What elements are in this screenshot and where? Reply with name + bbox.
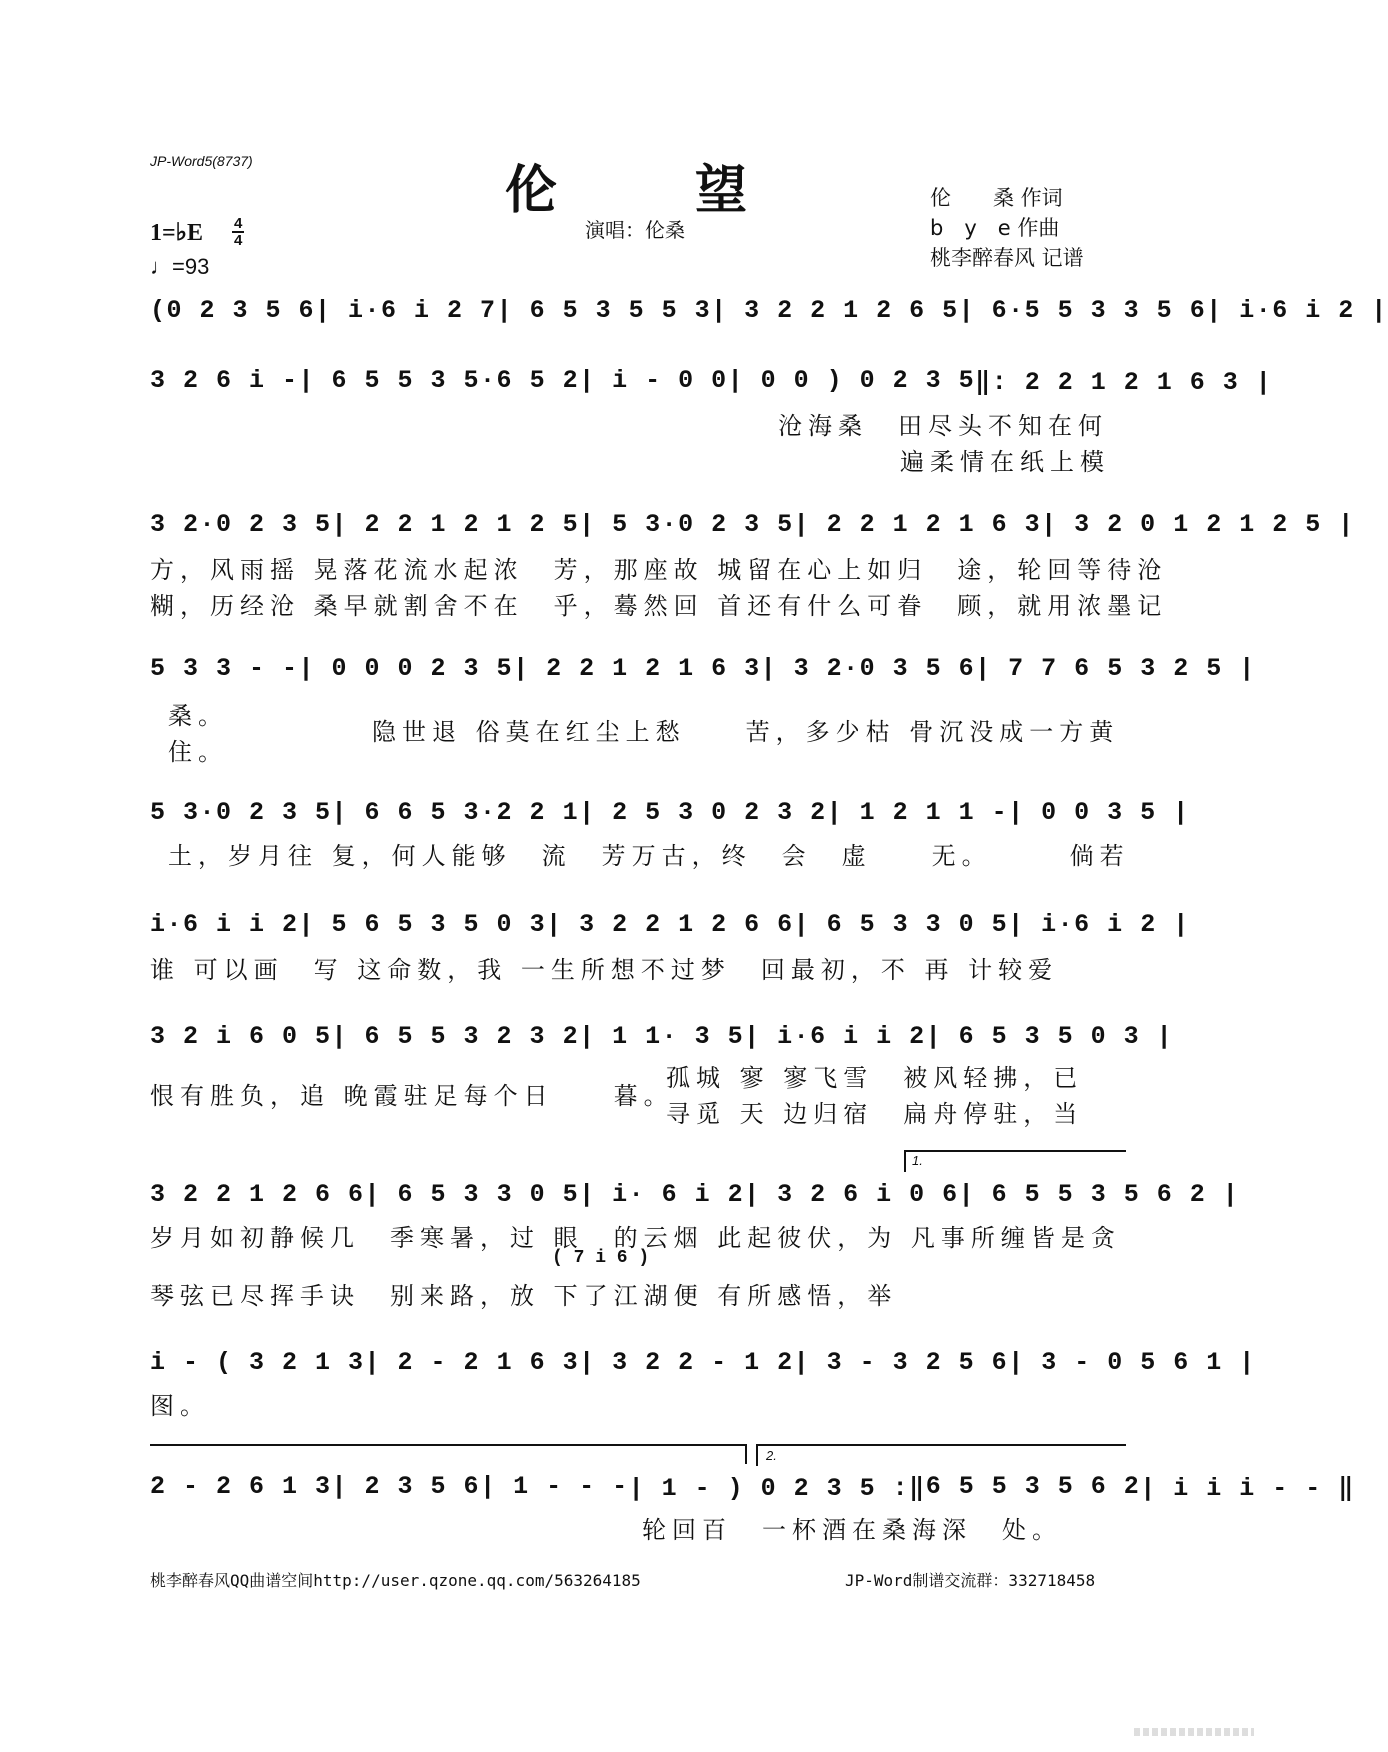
measure: | 6 5 3 3 0 5 bbox=[364, 1180, 580, 1209]
lyricist-credit: 伦 桑 作词 bbox=[930, 186, 1063, 210]
measure: | i·6 i 2 | bbox=[1008, 910, 1190, 939]
measure: 6 5 5 3 5 6 2 bbox=[925, 1472, 1141, 1501]
lyric-line: 图。 bbox=[150, 1392, 210, 1420]
time-signature-bottom: 4 bbox=[234, 232, 243, 249]
measure: | 1 - ) 0 2 3 5 :‖ bbox=[628, 1474, 926, 1503]
measure: | i·6 i i 2 bbox=[744, 1022, 926, 1051]
measure: | 3 2 2 1 2 6 6 bbox=[546, 910, 794, 939]
volta-bracket-1-end bbox=[745, 1444, 747, 1464]
measure: 3 2 i 6 0 5 bbox=[150, 1022, 332, 1051]
measure: | i·6 i 2 7 bbox=[315, 296, 497, 325]
lyric-verse-1: 岁月如初静候几 季寒暑，过 眼 的云烟 此起彼伏，为 凡事所缠皆是贪 bbox=[150, 1224, 1121, 1252]
measure: | i i i - - ‖ bbox=[1140, 1474, 1355, 1503]
measure: 5 3·0 2 3 5 bbox=[150, 798, 332, 827]
singer-credit: 演唱：伦桑 bbox=[585, 218, 685, 242]
measure: | 6 5 3 5 0 3 | bbox=[925, 1022, 1174, 1051]
score-system-10 bbox=[150, 1472, 1355, 1503]
lyric-line: 隐世退 俗莫在红尘上愁 苦，多少枯 骨沉没成一方黄 bbox=[372, 718, 1120, 746]
lyric-verse-2: 糊，历经沧 桑早就割舍不在 乎，蓦然回 首还有什么可眷 顾，就用浓墨记 bbox=[150, 592, 1168, 620]
measure: i - ( 3 2 1 3 bbox=[150, 1348, 365, 1377]
measure: | 3 2·0 3 5 6 bbox=[760, 654, 976, 683]
lyric-verse-1: 沧海桑 田尽头不知在何 bbox=[778, 412, 1108, 440]
score-system-6 bbox=[150, 910, 1190, 939]
lyric-verse-1: 方，风雨摇 晃落花流水起浓 芳，那座故 城留在心上如归 途，轮回等待沧 bbox=[150, 556, 1168, 584]
volta-bracket-1 bbox=[904, 1150, 1126, 1152]
volta-bracket-2 bbox=[756, 1444, 1126, 1446]
watermark-stamp bbox=[1134, 1728, 1254, 1736]
measure: | 3 - 0 5 6 1 | bbox=[1008, 1348, 1256, 1377]
measure: | 3 2 2 - 1 2 bbox=[579, 1348, 794, 1377]
measure: 3 2·0 2 3 5 bbox=[150, 510, 332, 539]
alternate-notes: ( 7 i 6 ) bbox=[552, 1248, 650, 1268]
measure: | 0 0 0 2 3 5 bbox=[298, 654, 514, 683]
measure: | 2 5 3 0 2 3 2 bbox=[579, 798, 827, 827]
lyric-verse-2: 住。 bbox=[168, 738, 228, 766]
measure: 2 - 2 6 1 3 bbox=[150, 1472, 332, 1501]
measure: | 1 2 1 1 - bbox=[826, 798, 1009, 827]
score-system-7 bbox=[150, 1022, 1174, 1051]
measure: | 0 0 3 5 | bbox=[1008, 798, 1190, 827]
source-tag: JP-Word5(8737) bbox=[150, 153, 253, 169]
measure: | 5 6 5 3 5 0 3 bbox=[298, 910, 547, 939]
score-system-5 bbox=[150, 798, 1190, 827]
measure: | 1 - - - bbox=[480, 1472, 629, 1501]
measure: | 2 3 5 6 bbox=[331, 1472, 481, 1501]
measure: | i·6 i 2 | bbox=[1206, 296, 1388, 325]
lyric-line: 土，岁月往 复，何人能够 流 芳万古，终 会 虚 无。 倘若 bbox=[168, 842, 1130, 870]
measure: | 1 1· 3 5 bbox=[579, 1022, 745, 1051]
measure: | 6 5 5 3 5·6 5 2 bbox=[298, 366, 580, 395]
score-system-9 bbox=[150, 1348, 1256, 1377]
measure: | 3 2 6 i 0 6 bbox=[744, 1180, 959, 1209]
measure: | 6 6 5 3·2 2 1 bbox=[331, 798, 580, 827]
lyric-verse-1: 孤城 寥 寥飞雪 被风轻拂，已 bbox=[666, 1064, 1084, 1092]
volta-bracket-2-hook bbox=[756, 1444, 758, 1466]
measure: | 2 2 1 2 1 6 3 bbox=[513, 654, 761, 683]
measure: | 2 2 1 2 1 2 5 bbox=[331, 510, 580, 539]
measure: | 2 2 1 2 1 6 3 bbox=[793, 510, 1042, 539]
measure: | 3 2 2 1 2 6 5 bbox=[711, 296, 959, 325]
footer-group-info: JP-Word制谱交流群：332718458 bbox=[845, 1571, 1096, 1590]
time-signature-top: 4 bbox=[234, 215, 243, 232]
lyric-line: 轮回百 一杯酒在桑海深 处。 bbox=[642, 1516, 1062, 1544]
measure: | 6 5 3 3 0 5 bbox=[793, 910, 1009, 939]
measure: | 5 3·0 2 3 5 bbox=[579, 510, 794, 539]
measure: 3 2 6 i - bbox=[150, 366, 299, 395]
measure: | 6 5 5 3 2 3 2 bbox=[331, 1022, 580, 1051]
footer-source-link[interactable]: 桃李醉春风QQ曲谱空间http://user.qzone.qq.com/563264185 bbox=[150, 1571, 641, 1590]
lyric-line: 恨有胜负，追 晚霞驻足每个日 暮。 bbox=[150, 1082, 674, 1110]
measure: 5 3 3 - - bbox=[150, 654, 299, 683]
volta-label-1: 1. bbox=[912, 1153, 923, 1168]
lyric-verse-2: 遍柔情在纸上模 bbox=[900, 448, 1110, 476]
score-system-4 bbox=[150, 654, 1256, 683]
measure: | 6 5 3 5 5 3 bbox=[496, 296, 712, 325]
score-system-3 bbox=[150, 510, 1355, 539]
lyric-verse-1: 桑。 bbox=[168, 702, 228, 730]
transcriber-credit: 桃李醉春风 记谱 bbox=[930, 246, 1084, 270]
volta-bracket-1-continuation bbox=[150, 1444, 746, 1446]
measure: | i· 6 i 2 bbox=[579, 1180, 745, 1209]
lyric-verse-2: 寻觅 天 边归宿 扁舟停驻，当 bbox=[666, 1100, 1084, 1128]
measure: (0 2 3 5 6 bbox=[150, 296, 316, 325]
composer-credit: b y e 作曲 bbox=[930, 216, 1060, 240]
key-signature: 1=♭E bbox=[150, 220, 204, 246]
score-system-2 bbox=[150, 366, 1273, 397]
measure: | i - 0 0 bbox=[579, 366, 728, 395]
volta-bracket-1-hook bbox=[904, 1150, 906, 1172]
measure: | 6·5 5 3 3 5 6 bbox=[958, 296, 1207, 325]
measure: | 6 5 5 3 5 6 2 | bbox=[958, 1180, 1240, 1209]
measure: | 3 2 0 1 2 1 2 5 | bbox=[1041, 510, 1355, 539]
score-system-1 bbox=[150, 296, 1388, 325]
measure: | 7 7 6 5 3 2 5 | bbox=[975, 654, 1256, 683]
measure: | 3 - 3 2 5 6 bbox=[793, 1348, 1009, 1377]
song-title: 伦 望 bbox=[504, 160, 808, 221]
measure: | 0 0 ) 0 2 3 5 bbox=[727, 366, 976, 395]
volta-label-2: 2. bbox=[766, 1448, 777, 1463]
measure: i·6 i i 2 bbox=[150, 910, 299, 939]
measure: 3 2 2 1 2 6 6 bbox=[150, 1180, 365, 1209]
measure: ‖: 2 2 1 2 1 6 3 | bbox=[975, 368, 1273, 397]
lyric-line: 谁 可以画 写 这命数，我 一生所想不过梦 回最初，不 再 计较爱 bbox=[150, 956, 1059, 984]
time-signature bbox=[232, 216, 244, 248]
lyric-verse-2: 琴弦已尽挥手诀 别来路，放 下了江湖便 有所感悟，举 bbox=[150, 1282, 898, 1310]
score-system-8 bbox=[150, 1180, 1240, 1209]
measure: | 2 - 2 1 6 3 bbox=[364, 1348, 580, 1377]
tempo-marking: ♩=93 bbox=[150, 254, 210, 279]
